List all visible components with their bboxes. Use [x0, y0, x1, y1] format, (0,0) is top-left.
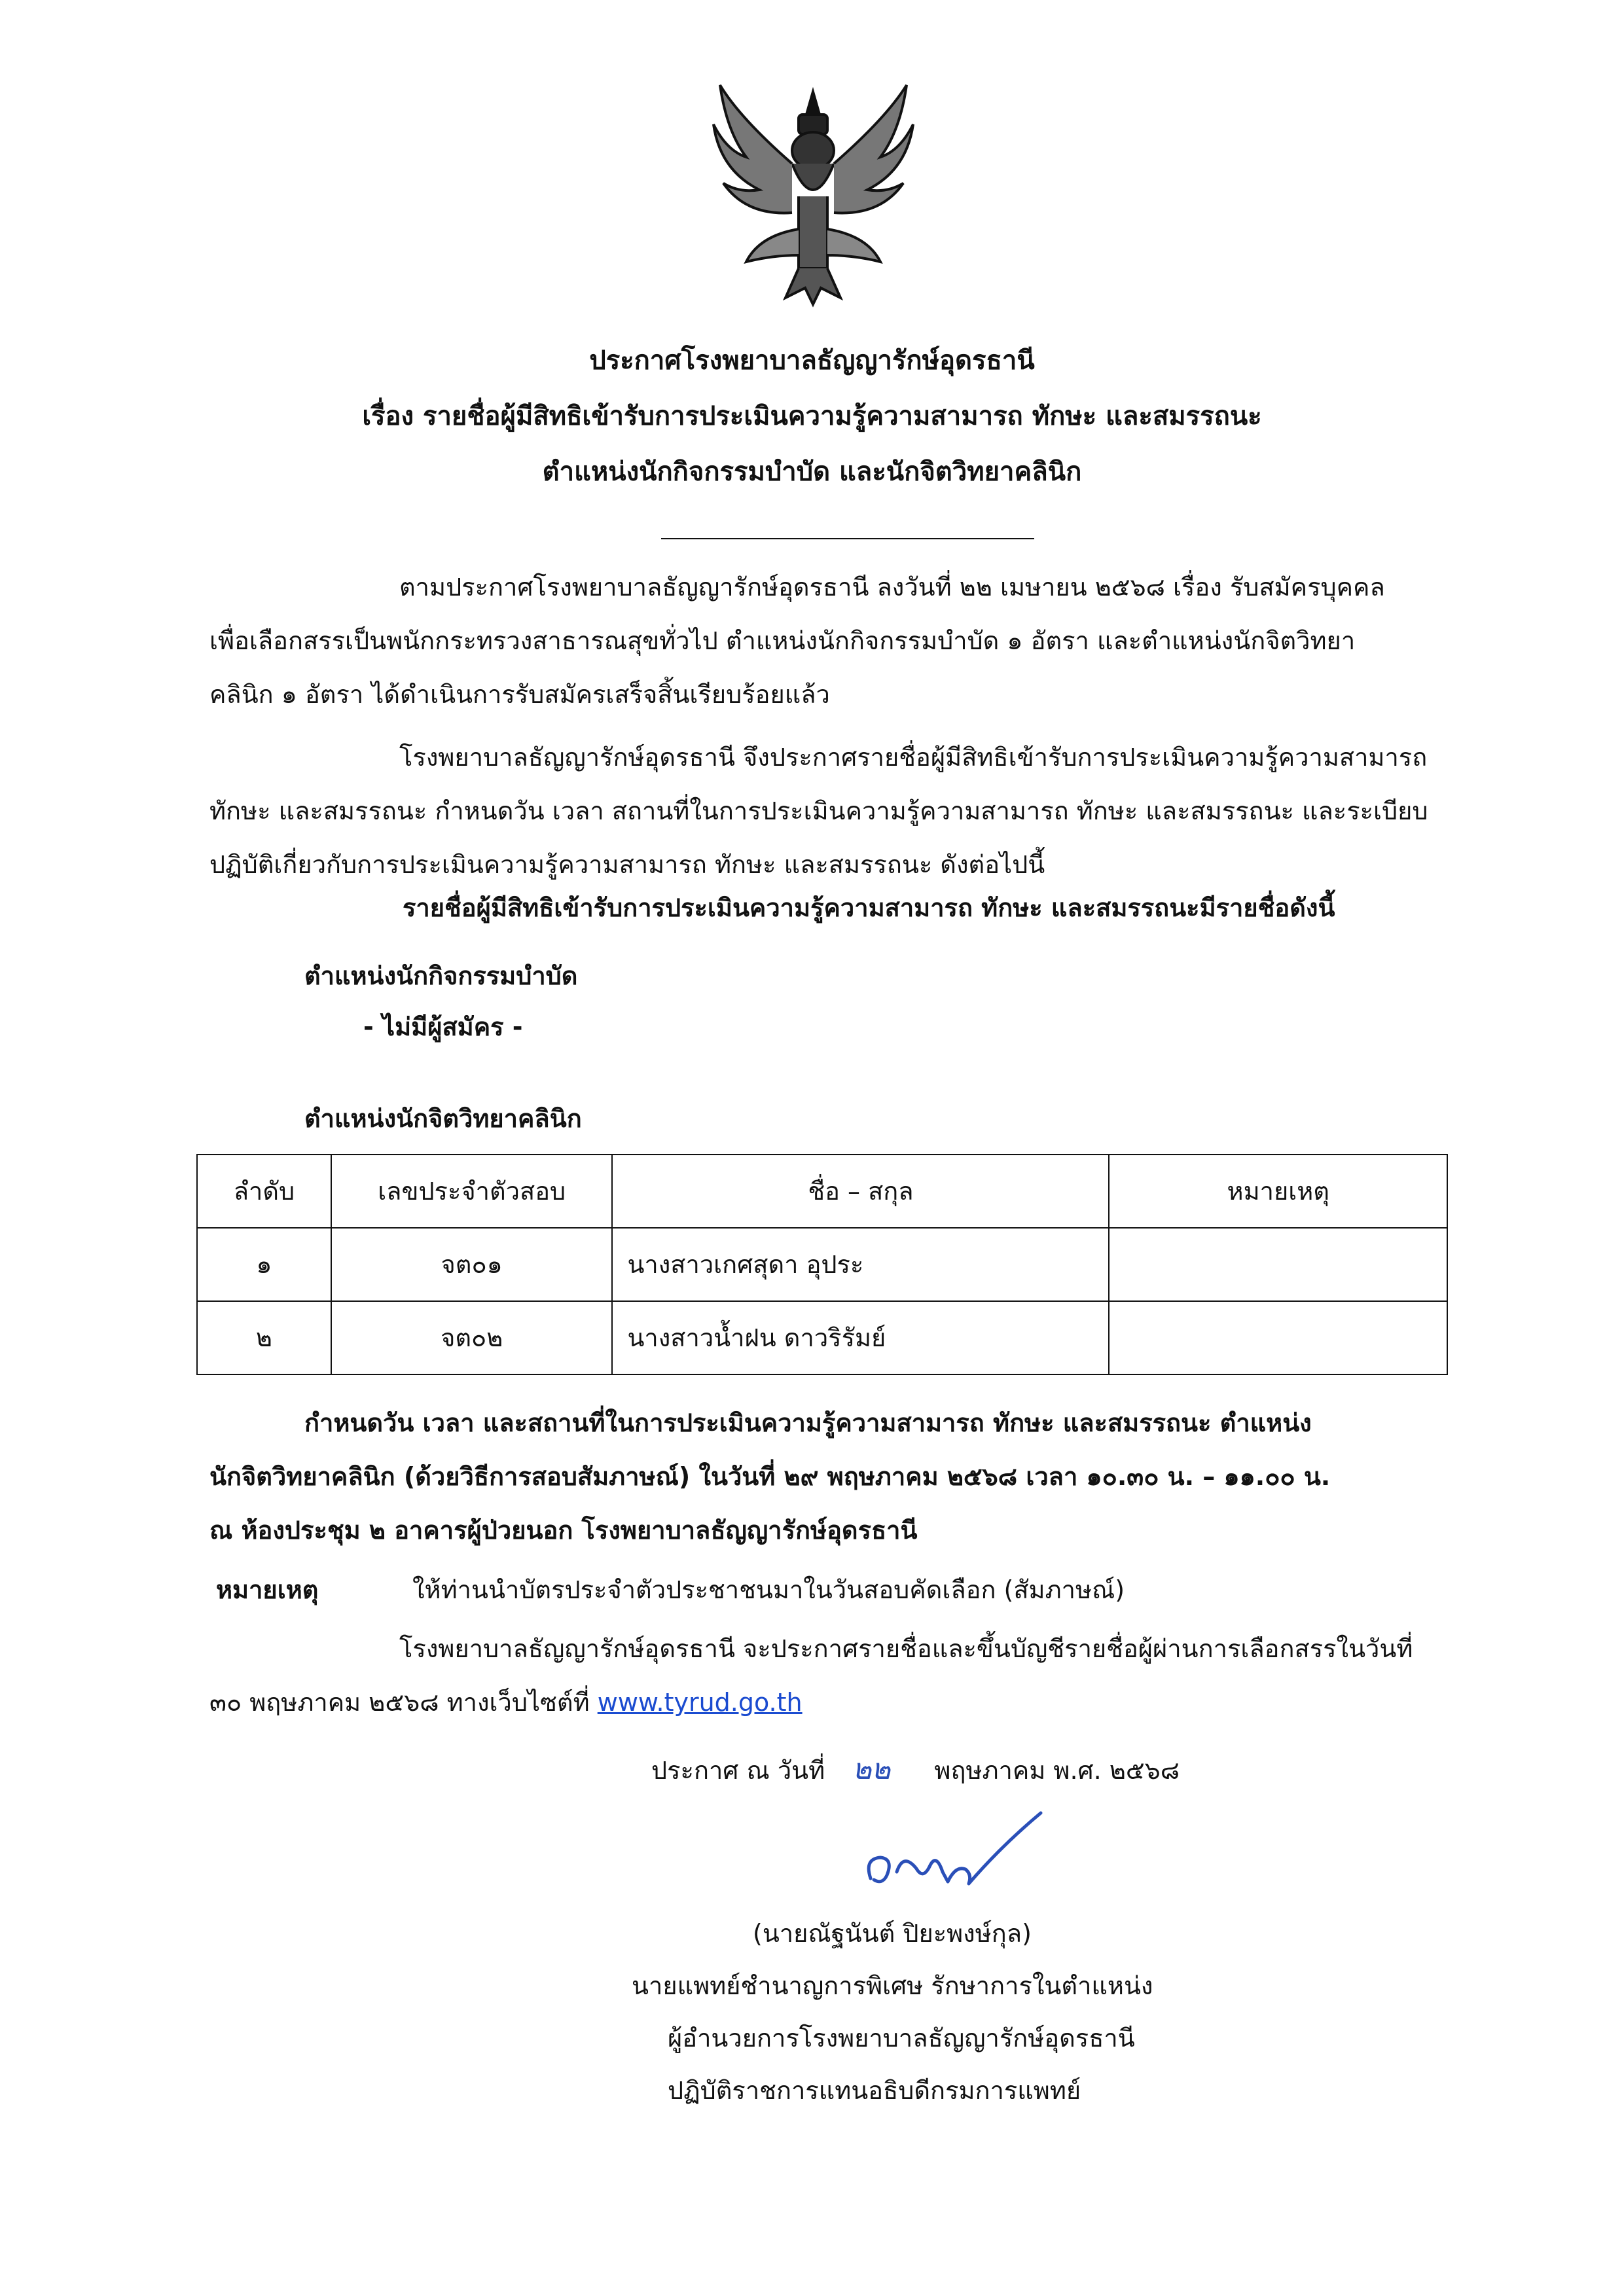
announcement-subject: เรื่อง รายชื่อผู้มีสิทธิเข้ารับการประเมินความรู้ความสามารถ ทักษะ และสมรรถนะ: [362, 401, 1262, 431]
intro-line-1: ตามประกาศโรงพยาบาลธัญญารักษ์อุดรธานี ลงวันที่ ๒๒ เมษายน ๒๕๖๘ เรื่อง รับสมัครบุคคล: [399, 573, 1385, 601]
col-header-remark: หมายเหตุ: [1109, 1155, 1447, 1228]
announcement-positions: ตำแหน่งนักกิจกรรมบำบัด และนักจิตวิทยาคลินิก: [542, 457, 1082, 487]
garuda-emblem: [700, 79, 926, 308]
cell-name: นางสาวน้ำฝน ดาวริรัมย์: [612, 1301, 1109, 1374]
dateline-day: ๒๒: [852, 1753, 891, 1786]
website-link[interactable]: www.tyrud.go.th: [597, 1688, 803, 1717]
header-divider: [661, 538, 1034, 539]
schedule-line-2: นักจิตวิทยาคลินิก (ด้วยวิธีการสอบสัมภาษณ์) ในวันที่ ๒๙ พฤษภาคม ๒๕๖๘ เวลา ๑๐.๓๐ น. – ๑๑.๐๐ น.: [209, 1462, 1331, 1491]
remark-label: หมายเหตุ: [216, 1575, 319, 1604]
intro-line-6: ปฏิบัติเกี่ยวกับการประเมินความรู้ความสามารถ ทักษะ และสมรรถนะ ดังต่อไปนี้: [209, 850, 1045, 879]
intro-line-3: คลินิก ๑ อัตรา ได้ดำเนินการรับสมัครเสร็จสิ้นเรียบร้อยแล้ว: [209, 680, 830, 709]
signer-title-3: ปฏิบัติราชการแทนอธิบดีกรมการแพทย์: [668, 2076, 1081, 2105]
intro-line-5: ทักษะ และสมรรถนะ กำหนดวัน เวลา สถานที่ในการประเมินความรู้ความสามารถ ทักษะ และสมรรถนะ และระเบียบ: [209, 797, 1428, 825]
announce-line-1: โรงพยาบาลธัญญารักษ์อุดรธานี จะประกาศรายชื่อและขึ้นบัญชีรายชื่อผู้ผ่านการเลือกสรรในวันที่: [399, 1634, 1413, 1663]
dateline-month-year: พฤษภาคม พ.ศ. ๒๕๖๘: [934, 1756, 1180, 1785]
signer-title-2: ผู้อำนวยการโรงพยาบาลธัญญารักษ์อุดรธานี: [668, 2024, 1135, 2053]
table-row: [197, 1228, 1447, 1301]
position-occupational-therapist: ตำแหน่งนักกิจกรรมบำบัด: [304, 961, 578, 990]
cell-exam-id: จต๐๒: [331, 1301, 613, 1374]
no-applicant-note: - ไม่มีผู้สมัคร -: [363, 1013, 523, 1041]
table-header-row: [197, 1155, 1447, 1228]
col-header-name: ชื่อ – สกุล: [612, 1155, 1109, 1228]
cell-name: นางสาวเกศสุดา อุประ: [612, 1228, 1109, 1301]
cell-order: ๒: [197, 1301, 331, 1374]
position-clinical-psychologist: ตำแหน่งนักจิตวิทยาคลินิก: [304, 1104, 582, 1133]
signer-title-1: นายแพทย์ชำนาญการพิเศษ รักษาการในตำแหน่ง: [632, 1971, 1153, 2000]
dateline-prefix: ประกาศ ณ วันที่: [651, 1756, 825, 1785]
cell-order: ๑: [197, 1228, 331, 1301]
candidate-table: [196, 1154, 1448, 1375]
announcement-title: ประกาศโรงพยาบาลธัญญารักษ์อุดรธานี: [589, 346, 1035, 376]
table-row: [197, 1301, 1447, 1374]
intro-line-4: โรงพยาบาลธัญญารักษ์อุดรธานี จึงประกาศรายชื่อผู้มีสิทธิเข้ารับการประเมินความรู้ความสามารถ: [399, 743, 1428, 772]
intro-line-2: เพื่อเลือกสรรเป็นพนักกระทรวงสาธารณสุขทั่วไป ตำแหน่งนักกิจกรรมบำบัด ๑ อัตรา และตำแหน่งนักจิตวิทยา: [209, 626, 1356, 655]
cell-exam-id: จต๐๑: [331, 1228, 613, 1301]
cell-remark: [1109, 1301, 1447, 1374]
handwritten-signature: [851, 1806, 1047, 1898]
remark-text: ให้ท่านนำบัตรประจำตัวประชาชนมาในวันสอบคัดเลือก (สัมภาษณ์): [412, 1575, 1125, 1604]
schedule-line-3: ณ ห้องประชุม ๒ อาคารผู้ป่วยนอก โรงพยาบาลธัญญารักษ์อุดรธานี: [209, 1516, 918, 1545]
signer-name: (นายณัฐนันต์ ปิยะพงษ์กุล): [753, 1919, 1032, 1948]
col-header-order: ลำดับ: [197, 1155, 331, 1228]
schedule-line-1: กำหนดวัน เวลา และสถานที่ในการประเมินความรู้ความสามารถ ทักษะ และสมรรถนะ ตำแหน่ง: [304, 1408, 1312, 1437]
list-heading: รายชื่อผู้มีสิทธิเข้ารับการประเมินความรู้ความสามารถ ทักษะ และสมรรถนะมีรายชื่อดังนี้: [403, 893, 1335, 922]
dateline: [651, 1748, 1371, 1792]
announce-line-2: [209, 1683, 1492, 1722]
cell-remark: [1109, 1228, 1447, 1301]
col-header-exam-id: เลขประจำตัวสอบ: [331, 1155, 613, 1228]
announce-line-2-text: ๓๐ พฤษภาคม ๒๕๖๘ ทางเว็บไซต์ที่: [209, 1688, 590, 1717]
